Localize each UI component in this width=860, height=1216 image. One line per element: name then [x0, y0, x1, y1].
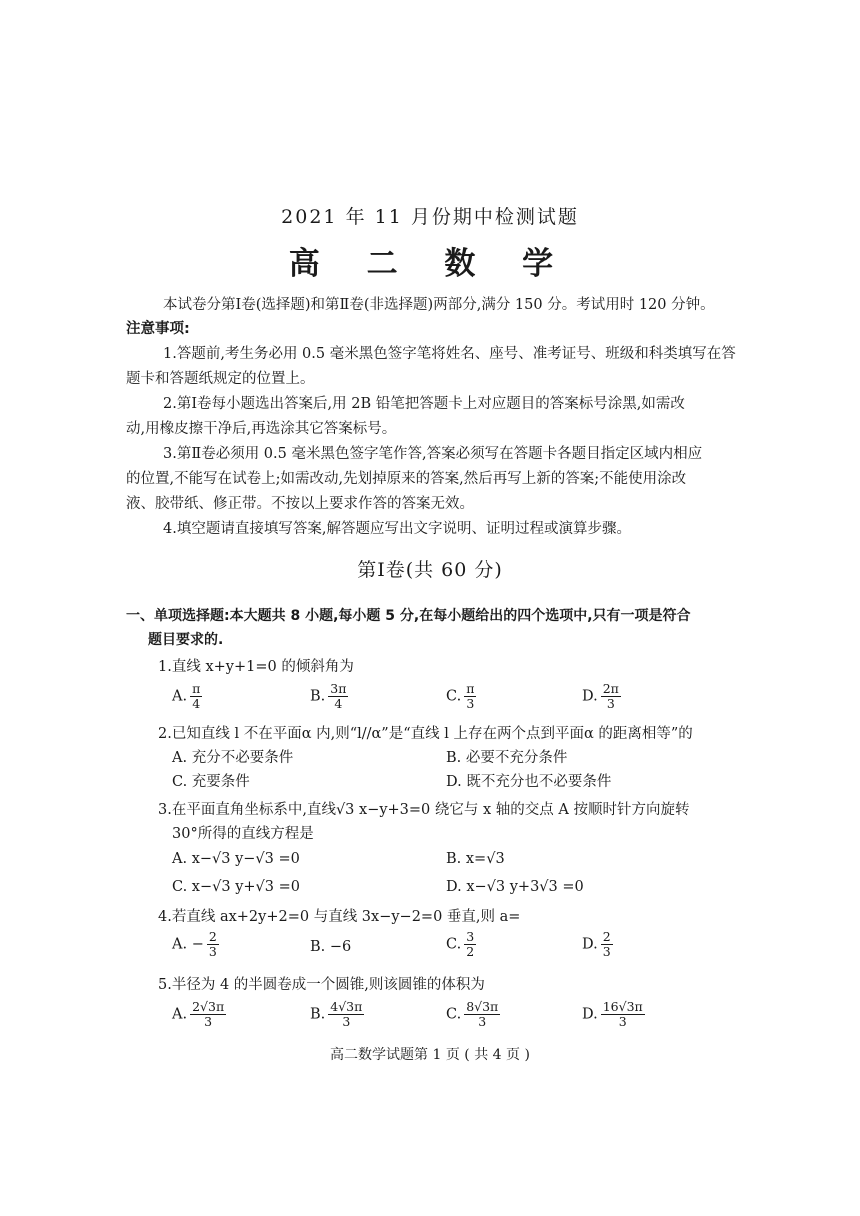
question-2-stem: 2.已知直线 l 不在平面α 内,则“l//α”是“直线 l 上存在两个点到平面α 的距离相等”的	[158, 726, 693, 742]
section-title: 第Ⅰ卷(共 60 分)	[357, 559, 503, 581]
question-3-option-d: D. x−√3 y+3√3 =0	[446, 879, 584, 895]
note-4: 4.填空题请直接填写答案,解答题应写出文字说明、证明过程或演算步骤。	[163, 521, 631, 537]
note-3-line-1: 3.第Ⅱ卷必须用 0.5 毫米黑色签字笔作答,答案必须写在答题卡各题目指定区域内相应	[163, 446, 703, 462]
question-3-stem-line-2: 30°所得的直线方程是	[172, 826, 314, 842]
subject-title: 高 二 数 学	[288, 246, 572, 282]
question-5-stem: 5.半径为 4 的半圆卷成一个圆锥,则该圆锥的体积为	[158, 977, 485, 993]
question-1-option-b: B. $\frac{3\pi}{4}$	[310, 681, 347, 711]
question-4-stem: 4.若直线 ax+2y+2=0 与直线 3x−y−2=0 垂直,则 a=	[158, 909, 521, 925]
intro-text: 本试卷分第Ⅰ卷(选择题)和第Ⅱ卷(非选择题)两部分,满分 150 分。考试用时 120 分钟。	[163, 297, 715, 313]
question-5-option-d: D. $\frac{16√3\pi}{3}$	[582, 999, 643, 1029]
question-2-option-d: D. 既不充分也不必要条件	[446, 774, 612, 790]
question-1-option-d: D. $\frac{2\pi}{3}$	[582, 681, 619, 711]
question-1-stem: 1.直线 x+y+1=0 的倾斜角为	[158, 659, 354, 675]
note-1-line-2: 题卡和答题纸规定的位置上。	[126, 371, 315, 387]
question-4-option-c: C. $\frac{3}{2}$	[446, 929, 475, 959]
notes-heading: 注意事项:	[126, 321, 190, 337]
question-5-option-b: B. $\frac{4√3\pi}{3}$	[310, 999, 363, 1029]
question-5-option-c: C. $\frac{8√3\pi}{3}$	[446, 999, 499, 1029]
note-3-line-3: 液、胶带纸、修正带。不按以上要求作答的答案无效。	[126, 496, 474, 512]
note-2-line-2: 动,用橡皮擦干净后,再选涂其它答案标号。	[126, 421, 397, 437]
note-2-line-1: 2.第Ⅰ卷每小题选出答案后,用 2B 铅笔把答题卡上对应题目的答案标号涂黑,如需改	[163, 396, 685, 412]
question-1-option-c: C. $\frac{\pi}{3}$	[446, 681, 475, 711]
question-1-option-a: A. $\frac{\pi}{4}$	[172, 681, 201, 711]
question-5-option-a: A. $\frac{2√3\pi}{3}$	[172, 999, 225, 1029]
exam-title: 2021 年 11 月份期中检测试题	[281, 206, 579, 228]
question-3-option-c: C. x−√3 y+√3 =0	[172, 879, 300, 895]
part-1-instructions-line-1: 一、单项选择题:本大题共 8 小题,每小题 5 分,在每小题给出的四个选项中,只有一项是符合	[126, 608, 691, 624]
question-3-stem-line-1: 3.在平面直角坐标系中,直线√3 x−y+3=0 绕它与 x 轴的交点 A 按顺时针方向旋转	[158, 802, 690, 818]
question-4-option-d: D. $\frac{2}{3}$	[582, 929, 611, 959]
question-2-option-b: B. 必要不充分条件	[446, 750, 568, 766]
question-3-option-b: B. x=√3	[446, 851, 505, 867]
part-1-instructions-line-2: 题目要求的.	[148, 632, 224, 648]
question-4-option-b: B. −6	[310, 939, 352, 955]
note-1-line-1: 1.答题前,考生务必用 0.5 毫米黑色签字笔将姓名、座号、准考证号、班级和科类填写在答	[163, 346, 736, 362]
page-footer: 高二数学试题第 1 页 ( 共 4 页 )	[330, 1047, 530, 1063]
note-3-line-2: 的位置,不能写在试卷上;如需改动,先划掉原来的答案,然后再写上新的答案;不能使用涂改	[126, 471, 687, 487]
question-3-option-a: A. x−√3 y−√3 =0	[172, 851, 300, 867]
question-2-option-a: A. 充分不必要条件	[172, 750, 294, 766]
question-2-option-c: C. 充要条件	[172, 774, 250, 790]
question-4-option-a: A. − $\frac{2}{3}$	[172, 929, 217, 959]
